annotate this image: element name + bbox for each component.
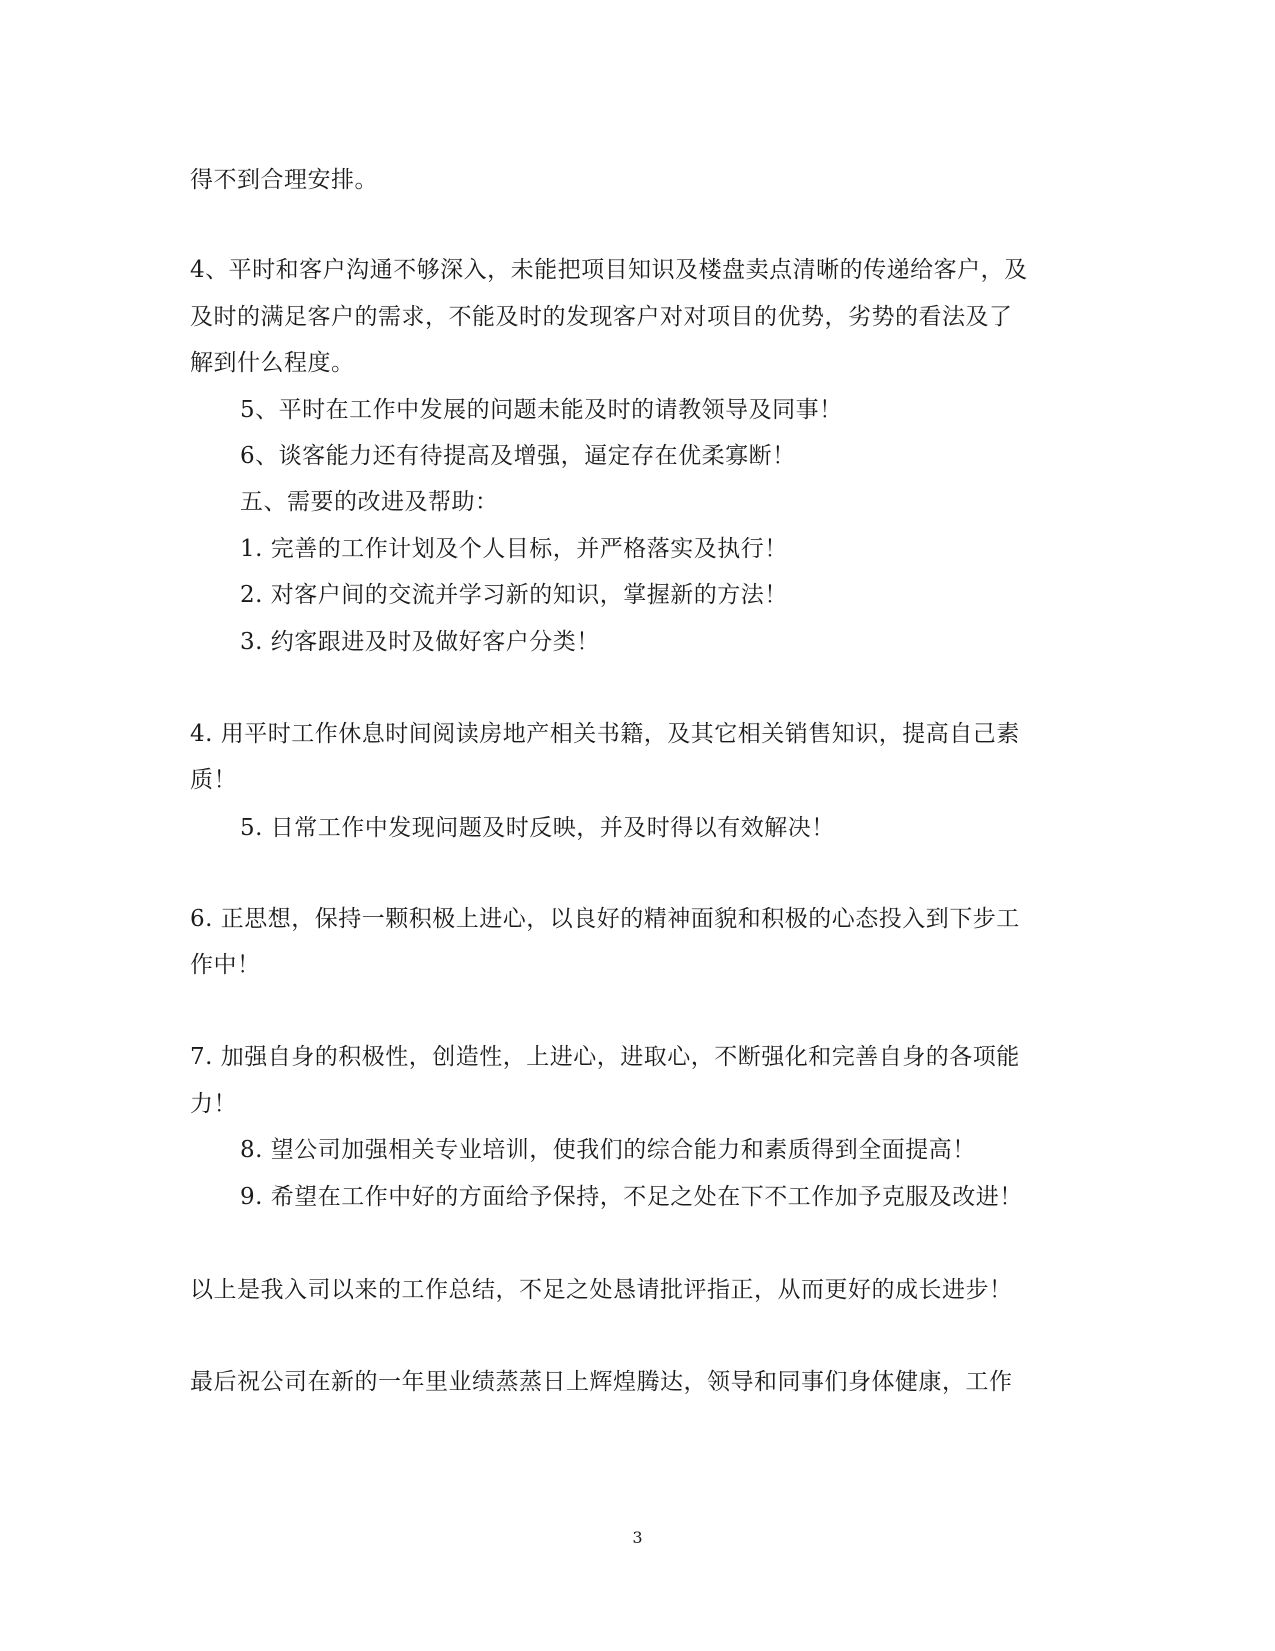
list-item: 2. 对客户间的交流并学习新的知识，掌握新的方法！ (240, 582, 788, 608)
paragraph-line: 解到什么程度。 (190, 350, 355, 376)
list-item: 5、平时在工作中发展的问题未能及时的请教领导及同事！ (240, 397, 843, 423)
list-item-continuation: 作中！ (190, 952, 261, 978)
list-item-continuation: 力！ (190, 1091, 237, 1117)
page-number: 3 (632, 1528, 643, 1547)
list-item: 5. 日常工作中发现问题及时反映，并及时得以有效解决！ (240, 815, 835, 841)
paragraph-line: 4、平时和客户沟通不够深入，未能把项目知识及楼盘卖点清晰的传递给客户，及 (190, 257, 1028, 283)
paragraph-line: 以上是我入司以来的工作总结，不足之处恳请批评指正，从而更好的成长进步！ (190, 1277, 1013, 1303)
list-item-continuation: 质！ (190, 767, 237, 793)
paragraph-line: 及时的满足客户的需求，不能及时的发现客户对对项目的优势，劣势的看法及了 (190, 304, 1013, 330)
list-item: 4. 用平时工作休息时间阅读房地产相关书籍，及其它相关销售知识，提高自己素 (190, 721, 1020, 747)
paragraph-line: 最后祝公司在新的一年里业绩蒸蒸日上辉煌腾达，领导和同事们身体健康，工作 (190, 1369, 1013, 1395)
list-item: 7. 加强自身的积极性，创造性，上进心，进取心，不断强化和完善自身的各项能 (190, 1044, 1020, 1070)
list-item: 9. 希望在工作中好的方面给予保持，不足之处在下不工作加予克服及改进！ (240, 1184, 1023, 1210)
section-heading: 五、需要的改进及帮助： (240, 489, 499, 515)
list-item: 8. 望公司加强相关专业培训，使我们的综合能力和素质得到全面提高！ (240, 1137, 976, 1163)
list-item: 6. 正思想，保持一颗积极上进心，以良好的精神面貌和积极的心态投入到下步工 (190, 906, 1020, 932)
list-item: 6、谈客能力还有待提高及增强，逼定存在优柔寡断！ (240, 443, 796, 469)
list-item: 1. 完善的工作计划及个人目标，并严格落实及执行！ (240, 536, 788, 562)
list-item: 3. 约客跟进及时及做好客户分类！ (240, 629, 600, 655)
paragraph-line: 得不到合理安排。 (190, 167, 378, 193)
